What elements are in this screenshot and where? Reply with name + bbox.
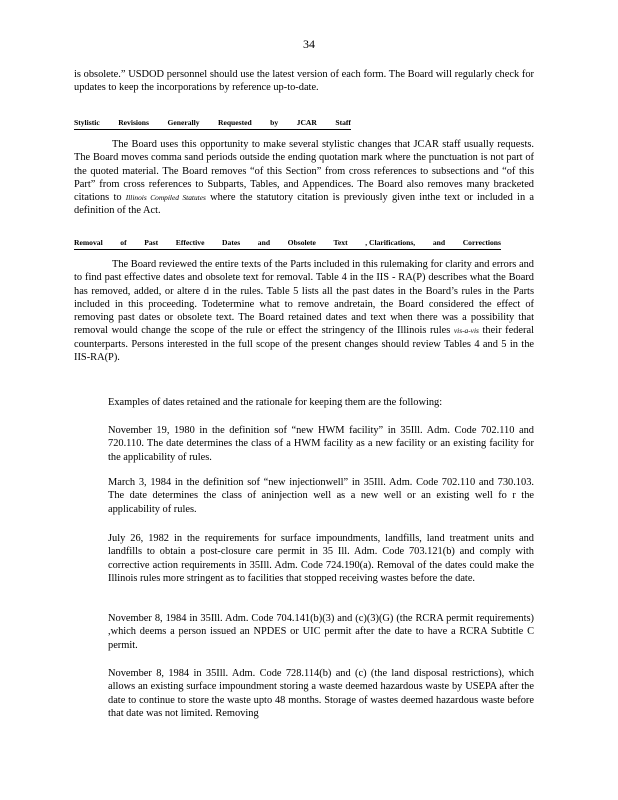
heading-word: Dates bbox=[222, 238, 241, 247]
heading-word: , Clarifications, bbox=[365, 238, 416, 247]
heading-word: Removal bbox=[74, 238, 103, 247]
heading-word: Effective bbox=[175, 238, 205, 247]
page-number: 34 bbox=[303, 37, 315, 51]
stylistic-text: where the statutory citation is previously given inthe text or included in a definition of the Act. bbox=[74, 192, 534, 217]
removal-paragraph bbox=[74, 258, 534, 364]
example-item: July 26, 1982 in the requirements for surface impoundments, landfills, land treatment units and landfills to obtain a post-closure care permit in 35 Ill. Adm. Code 703.121(b) and comply with corrective action requirements in 35Ill. Adm. Code 724.190(a). Removal of the dates could make the Illinois rules more stringent as to facilities that stopped receiving wastes before the date. bbox=[108, 533, 534, 584]
heading-word: by bbox=[270, 118, 279, 127]
heading-removal-past-dates bbox=[74, 238, 501, 250]
removal-text: The Board reviewed the entire texts of the Parts included in this rulemaking for clarity and errors and to find past effective dates and obsolete text for removal. Table 4 in the IIS - RA(P) describes what the Board has removed, added, or altere d in the rules. Table 5 lists all the past dates in the Board’s rules in the Parts included in this proceeding. Todetermine what to remove andretain, the Board considered the effect of removing past dates or obsolete text. The Board retained dates and text when there was a possibility that removal would change the scope of the rule or effect the stringency of the Illinois rules bbox=[74, 259, 534, 337]
heading-word: Past bbox=[144, 238, 159, 247]
example-item: March 3, 1984 in the definition sof “new injectionwell” in 35Ill. Adm. Code 702.110 and 730.103. The date determines the class of aninjection well as a new well or an existing well fo r the applicability of rules. bbox=[108, 477, 534, 515]
heading-word: Revisions bbox=[118, 118, 149, 127]
removal-text: their federal counterparts. Persons interested in the full scope of the present changes should review Tables 4 and 5 in the IIS-RA(P). bbox=[74, 325, 534, 364]
statute-citation: Illinois Compiled Statutes bbox=[125, 193, 206, 203]
heading-word: and bbox=[432, 238, 446, 247]
heading-word: Staff bbox=[335, 118, 351, 127]
stylistic-text: The Board uses this opportunity to make several stylistic changes that JCAR staff usually requests. The Board moves comma sand periods outside the ending quotation mark where the punctuation is not part of the quoted material. The Board removes “of this Section” from cross references to subsections and “of this Part” from cross references to Subparts, Tables, and Appendices. The Board also removes many bracketed citations to bbox=[74, 139, 534, 204]
example-item: November 8, 1984 in 35Ill. Adm. Code 704.141(b)(3) and (c)(3)(G) (the RCRA permit requirements) ,which deems a person issued an NPDES or UIC permit after the date to have a RCRA Subtitle C permit. bbox=[108, 613, 534, 651]
heading-word: of bbox=[120, 238, 127, 247]
examples-intro: Examples of dates retained and the rationale for keeping them are the following: bbox=[108, 397, 443, 408]
heading-word: Generally bbox=[167, 118, 200, 127]
heading-stylistic-revisions bbox=[74, 118, 351, 130]
heading-word: Stylistic bbox=[74, 118, 100, 127]
heading-word: Requested bbox=[217, 118, 252, 127]
intro-paragraph: is obsolete.” USDOD personnel should use the latest version of each form. The Board will regularly check for updates to keep the incorporations by reference up-to-date. bbox=[74, 69, 534, 94]
heading-word: Text bbox=[333, 238, 348, 247]
heading-word: JCAR bbox=[296, 118, 317, 127]
heading-word: Obsolete bbox=[287, 238, 316, 247]
stylistic-paragraph bbox=[74, 138, 534, 218]
heading-word: Corrections bbox=[462, 238, 501, 247]
latin-phrase: vis-a-vis bbox=[453, 326, 479, 336]
example-item: November 19, 1980 in the definition sof “new HWM facility” in 35Ill. Adm. Code 702.110 and 720.110. The date determines the class of a HWM facility as a new facility or an existing facility for the applicability of rules. bbox=[108, 425, 534, 463]
heading-word: and bbox=[257, 238, 271, 247]
example-item: November 8, 1984 in 35Ill. Adm. Code 728.114(b) and (c) (the land disposal restrictions), which allows an existing surface impoundment storing a waste deemed hazardous waste by USEPA after the date to continue to store the waste upto 48 months. Storage of wastes deemed hazardous waste before that date was not limited. Removing bbox=[108, 668, 534, 719]
